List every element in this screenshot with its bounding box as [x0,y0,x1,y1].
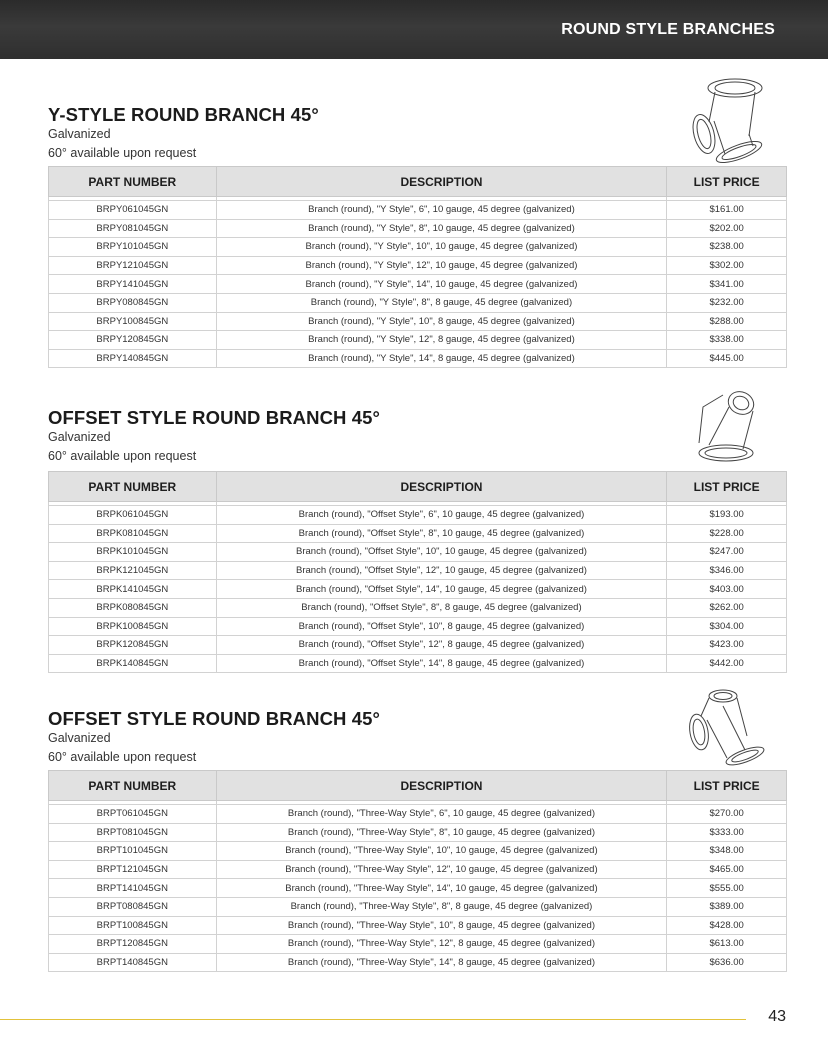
description: Branch (round), "Offset Style", 14", 8 gauge, 45 degree (galvanized) [216,654,667,673]
part-number: BRPK141045GN [49,580,217,599]
part-number: BRPY141045GN [49,275,217,294]
table-row [49,617,787,636]
description: Branch (round), "Offset Style", 12", 8 gauge, 45 degree (galvanized) [216,636,667,655]
part-number: BRPK061045GN [49,506,217,525]
description: Branch (round), "Offset Style", 8", 8 gauge, 45 degree (galvanized) [216,598,667,617]
list-price: $247.00 [667,543,787,562]
part-number: BRPY101045GN [49,238,217,257]
part-number: BRPK100845GN [49,617,217,636]
description: Branch (round), "Offset Style", 6", 10 gauge, 45 degree (galvanized) [216,506,667,525]
description: Branch (round), "Three-Way Style", 8", 8 gauge, 45 degree (galvanized) [216,897,667,916]
list-price: $389.00 [667,897,787,916]
part-number: BRPK140845GN [49,654,217,673]
description: Branch (round), "Three-Way Style", 10", 8 gauge, 45 degree (galvanized) [216,916,667,935]
part-number: BRPT141045GN [49,879,217,898]
section-note: 60° available upon request [48,750,197,764]
table-row [49,580,787,599]
table-row [49,256,787,275]
table-row [49,953,787,972]
table-y-style [48,166,787,368]
part-number: BRPK101045GN [49,543,217,562]
table-row [49,654,787,673]
table-row [49,543,787,562]
col-header-price: LIST PRICE [667,167,787,197]
col-header-part: PART NUMBER [49,472,217,502]
list-price: $270.00 [667,805,787,824]
list-price: $288.00 [667,312,787,331]
section-title: OFFSET STYLE ROUND BRANCH 45° [48,407,381,428]
list-price: $465.00 [667,860,787,879]
part-number: BRPY061045GN [49,201,217,220]
list-price: $333.00 [667,823,787,842]
table-row [49,805,787,824]
description: Branch (round), "Y Style", 8", 8 gauge, 45 degree (galvanized) [216,293,667,312]
description: Branch (round), "Y Style", 8", 10 gauge, 45 degree (galvanized) [216,219,667,238]
table-row [49,331,787,350]
section-material: Galvanized [48,127,111,141]
description: Branch (round), "Offset Style", 8", 10 gauge, 45 degree (galvanized) [216,524,667,543]
list-price: $202.00 [667,219,787,238]
col-header-desc: DESCRIPTION [216,167,667,197]
list-price: $445.00 [667,349,787,368]
list-price: $403.00 [667,580,787,599]
list-price: $238.00 [667,238,787,257]
section-y-style [48,104,787,162]
list-price: $423.00 [667,636,787,655]
list-price: $348.00 [667,842,787,861]
list-price: $338.00 [667,331,787,350]
list-price: $341.00 [667,275,787,294]
list-price: $193.00 [667,506,787,525]
description: Branch (round), "Y Style", 12", 10 gauge, 45 degree (galvanized) [216,256,667,275]
description: Branch (round), "Y Style", 6", 10 gauge, 45 degree (galvanized) [216,201,667,220]
description: Branch (round), "Y Style", 14", 10 gauge, 45 degree (galvanized) [216,275,667,294]
description: Branch (round), "Y Style", 14", 8 gauge, 45 degree (galvanized) [216,349,667,368]
section-note: 60° available upon request [48,449,197,463]
list-price: $161.00 [667,201,787,220]
description: Branch (round), "Three-Way Style", 8", 10 gauge, 45 degree (galvanized) [216,823,667,842]
part-number: BRPT121045GN [49,860,217,879]
list-price: $232.00 [667,293,787,312]
part-number: BRPT140845GN [49,953,217,972]
part-number: BRPY080845GN [49,293,217,312]
description: Branch (round), "Y Style", 10", 10 gauge, 45 degree (galvanized) [216,238,667,257]
table-row [49,935,787,954]
table-row [49,275,787,294]
part-number: BRPT081045GN [49,823,217,842]
part-number: BRPY140845GN [49,349,217,368]
col-header-part: PART NUMBER [49,167,217,197]
table-row [49,238,787,257]
description: Branch (round), "Three-Way Style", 6", 10 gauge, 45 degree (galvanized) [216,805,667,824]
description: Branch (round), "Offset Style", 10", 8 gauge, 45 degree (galvanized) [216,617,667,636]
table-row [49,524,787,543]
table-row [49,916,787,935]
section-note: 60° available upon request [48,146,197,160]
list-price: $428.00 [667,916,787,935]
list-price: $613.00 [667,935,787,954]
page-number: 43 [768,1008,786,1025]
part-number: BRPY081045GN [49,219,217,238]
section-title: OFFSET STYLE ROUND BRANCH 45° [48,708,381,729]
table-row [49,219,787,238]
description: Branch (round), "Three-Way Style", 10", 10 gauge, 45 degree (galvanized) [216,842,667,861]
description: Branch (round), "Three-Way Style", 12", 8 gauge, 45 degree (galvanized) [216,935,667,954]
description: Branch (round), "Offset Style", 12", 10 gauge, 45 degree (galvanized) [216,561,667,580]
page-header [0,0,828,59]
col-header-price: LIST PRICE [667,472,787,502]
table-row [49,879,787,898]
y-style-branch-icon [687,76,767,164]
list-price: $555.00 [667,879,787,898]
list-price: $228.00 [667,524,787,543]
description: Branch (round), "Offset Style", 10", 10 gauge, 45 degree (galvanized) [216,543,667,562]
description: Branch (round), "Three-Way Style", 14", 10 gauge, 45 degree (galvanized) [216,879,667,898]
section-offset-style [48,407,787,465]
col-header-part: PART NUMBER [49,771,217,801]
section-title: Y-STYLE ROUND BRANCH 45° [48,104,319,125]
part-number: BRPT061045GN [49,805,217,824]
table-row [49,293,787,312]
table-row [49,636,787,655]
list-price: $304.00 [667,617,787,636]
list-price: $346.00 [667,561,787,580]
header-title: ROUND STYLE BRANCHES [561,21,775,38]
list-price: $302.00 [667,256,787,275]
list-price: $442.00 [667,654,787,673]
description: Branch (round), "Three-Way Style", 12", 10 gauge, 45 degree (galvanized) [216,860,667,879]
col-header-price: LIST PRICE [667,771,787,801]
description: Branch (round), "Offset Style", 14", 10 gauge, 45 degree (galvanized) [216,580,667,599]
table-row [49,823,787,842]
part-number: BRPT080845GN [49,897,217,916]
table-row [49,897,787,916]
table-three-way-style [48,770,787,972]
list-price: $262.00 [667,598,787,617]
section-three-way-style [48,708,787,766]
table-offset-style [48,471,787,673]
part-number: BRPY120845GN [49,331,217,350]
part-number: BRPT100845GN [49,916,217,935]
part-number: BRPY121045GN [49,256,217,275]
footer-rule [0,1019,746,1020]
part-number: BRPK080845GN [49,598,217,617]
part-number: BRPK120845GN [49,636,217,655]
table-row [49,860,787,879]
offset-style-branch-icon [691,387,767,469]
col-header-desc: DESCRIPTION [216,472,667,502]
part-number: BRPK081045GN [49,524,217,543]
part-number: BRPT120845GN [49,935,217,954]
part-number: BRPT101045GN [49,842,217,861]
part-number: BRPY100845GN [49,312,217,331]
three-way-branch-icon [687,686,767,770]
part-number: BRPK121045GN [49,561,217,580]
table-row [49,598,787,617]
description: Branch (round), "Y Style", 10", 8 gauge, 45 degree (galvanized) [216,312,667,331]
table-row [49,349,787,368]
description: Branch (round), "Y Style", 12", 8 gauge, 45 degree (galvanized) [216,331,667,350]
table-row [49,201,787,220]
section-material: Galvanized [48,430,111,444]
table-row [49,561,787,580]
section-material: Galvanized [48,731,111,745]
description: Branch (round), "Three-Way Style", 14", 8 gauge, 45 degree (galvanized) [216,953,667,972]
table-row [49,312,787,331]
table-row [49,842,787,861]
col-header-desc: DESCRIPTION [216,771,667,801]
list-price: $636.00 [667,953,787,972]
table-row [49,506,787,525]
